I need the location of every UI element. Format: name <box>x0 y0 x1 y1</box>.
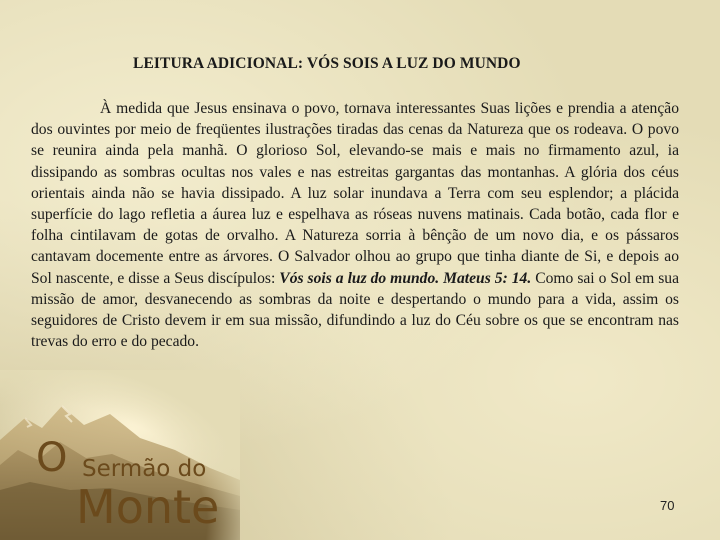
paragraph-text-before: À medida que Jesus ensinava o povo, tornava interessantes Suas lições e prendia a atenção dos ouvintes por meio de freqüentes ilustrações tiradas das cenas da Natureza que os rodeava. O povo se reunira ainda pela manhã. O glorioso Sol, elevando-se mais e mais no firmamento azul, ia dissipando as sombras ocultas nos vales e nas estreitas gargantas das montanhas. A glória dos céus orientais ainda não se havia dissipado. A luz solar inundava a Terra com seu esplendor; a plácida superfície do lago refletia a áurea luz e espelhava as róseas nuvens matinais. Cada botão, cada flor e folha cintilavam de gotas de orvalho. A Natureza sorria à bênção de um novo dia, e os pássaros cantavam docemente entre as árvores. O Salvador olhou ao grupo que tinha diante de Si, e depois ao Sol nascente, e disse a Seus discípulos: <box>31 100 679 287</box>
logo-text-o: O <box>36 435 68 481</box>
scripture-quote: Vós sois a luz do mundo. Mateus 5: 14. <box>279 269 532 287</box>
page-number: 70 <box>660 498 675 513</box>
paragraph-text-after: Como sai o Sol em sua missão de amor, desvanecendo as sombras da noite e despertando o mundo para a vida, assim os seguidores de Cristo devem ir em sua missão, difundindo a luz do Céu sobre os que se encontram nas trevas do erro e do pecado. <box>31 269 679 351</box>
logo-text-monte: Monte <box>76 480 220 534</box>
heading: LEITURA ADICIONAL: VÓS SOIS A LUZ DO MUNDO <box>133 55 521 72</box>
body-text <box>31 98 679 352</box>
logo-text-sermao-do: Sermão do <box>82 456 207 482</box>
paragraph <box>31 98 679 352</box>
